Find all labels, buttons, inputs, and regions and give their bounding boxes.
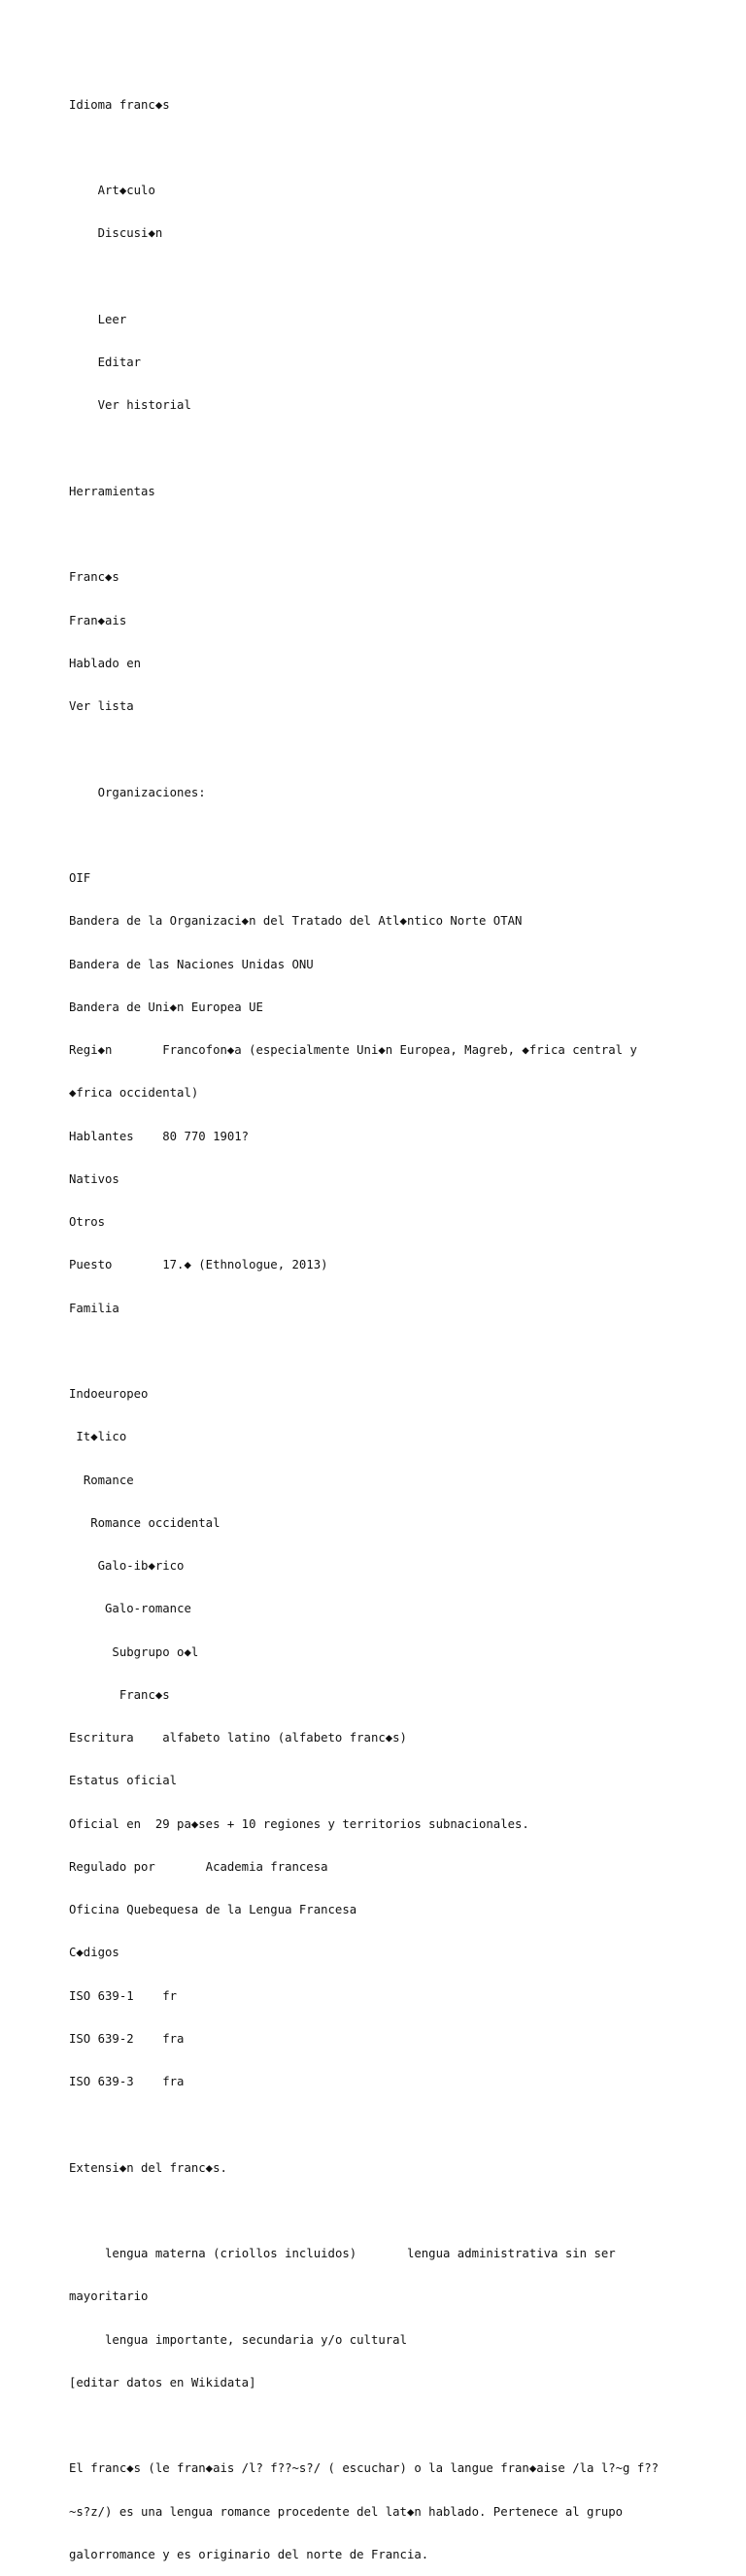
- text-line: Editar: [69, 356, 142, 369]
- text-line: Escritura alfabeto latino (alfabeto franc◆s): [69, 1731, 407, 1745]
- text-line: ◆frica occidental): [69, 1086, 199, 1101]
- text-line: Romance occidental: [69, 1515, 220, 1530]
- text-line: ISO 639-1 fr: [69, 1988, 178, 2003]
- text-line: El franc◆s (le fran◆ais /l? f??~s?/ ( escuchar) o la langue fran◆aise /la l?~g f??: [69, 2461, 660, 2476]
- text-line: Indoeuropeo: [69, 1387, 149, 1401]
- text-line: [69, 829, 691, 843]
- text-line: Extensi◆n del franc◆s.: [69, 2160, 227, 2175]
- text-line: Estatus oficial: [69, 1774, 178, 1788]
- text-line: OIF: [69, 871, 91, 885]
- text-line: Bandera de Uni◆n Europea UE: [69, 1000, 263, 1014]
- text-line: Franc◆s: [69, 1687, 170, 1702]
- text-line: Subgrupo o◆l: [69, 1644, 199, 1659]
- text-line: It◆lico: [69, 1430, 127, 1444]
- text-line: [69, 1344, 691, 1359]
- text-line: Otros: [69, 1215, 106, 1229]
- text-line: Ver lista: [69, 699, 134, 713]
- text-line: [69, 527, 691, 542]
- text-line: [69, 2118, 691, 2132]
- text-line: Leer: [69, 312, 127, 326]
- text-line: Discusi◆n: [69, 226, 163, 241]
- text-line: [69, 270, 691, 285]
- text-line: Idioma franc◆s: [69, 97, 170, 112]
- text-line: [editar datos en Wikidata]: [69, 2375, 256, 2390]
- text-line: Romance: [69, 1473, 134, 1487]
- text-line: Bandera de las Naciones Unidas ONU: [69, 957, 314, 971]
- text-line: mayoritario: [69, 2289, 149, 2304]
- text-line: Oficina Quebequesa de la Lengua Francesa: [69, 1903, 357, 1916]
- text-line: lengua importante, secundaria y/o cultural: [69, 2332, 407, 2347]
- text-line: [69, 2419, 691, 2433]
- text-line: Ver historial: [69, 398, 191, 413]
- text-line: C◆digos: [69, 1946, 119, 1960]
- text-line: Regi◆n Francofon◆a (especialmente Uni◆n Europea, Magreb, ◆frica central y: [69, 1043, 637, 1057]
- text-line: Puesto 17.◆ (Ethnologue, 2013): [69, 1258, 328, 1272]
- text-line: [69, 442, 691, 457]
- text-line: Galo-ib◆rico: [69, 1559, 185, 1573]
- text-line: Herramientas: [69, 484, 155, 498]
- text-line: galorromance y es originario del norte de Francia.: [69, 2547, 429, 2561]
- text-line: [69, 742, 691, 757]
- text-line: ~s?z/) es una lengua romance procedente del lat◆n hablado. Pertenece al grupo: [69, 2504, 624, 2519]
- text-line: Hablado en: [69, 656, 142, 670]
- text-line: Galo-romance: [69, 1602, 191, 1616]
- text-line: Franc◆s: [69, 570, 119, 585]
- text-line: ISO 639-2 fra: [69, 2031, 185, 2046]
- text-line: Regulado por Academia francesa: [69, 1859, 328, 1874]
- text-line: [69, 141, 691, 155]
- text-line: Nativos: [69, 1171, 119, 1186]
- text-line: Oficial en 29 pa◆ses + 10 regiones y territorios subnacionales.: [69, 1816, 529, 1831]
- text-line: Hablantes 80 770 1901?: [69, 1129, 250, 1143]
- text-line: ISO 639-3 fra: [69, 2075, 185, 2088]
- document-text: [69, 69, 691, 2576]
- text-line: [69, 2204, 691, 2219]
- text-line: Bandera de la Organizaci◆n del Tratado del Atl◆ntico Norte OTAN: [69, 914, 523, 929]
- text-line: Fran◆ais: [69, 613, 127, 627]
- text-line: Art◆culo: [69, 184, 155, 197]
- text-line: Familia: [69, 1301, 119, 1315]
- text-line: lengua materna (criollos incluidos) lengua administrativa sin ser: [69, 2247, 616, 2260]
- text-line: Organizaciones:: [69, 785, 206, 799]
